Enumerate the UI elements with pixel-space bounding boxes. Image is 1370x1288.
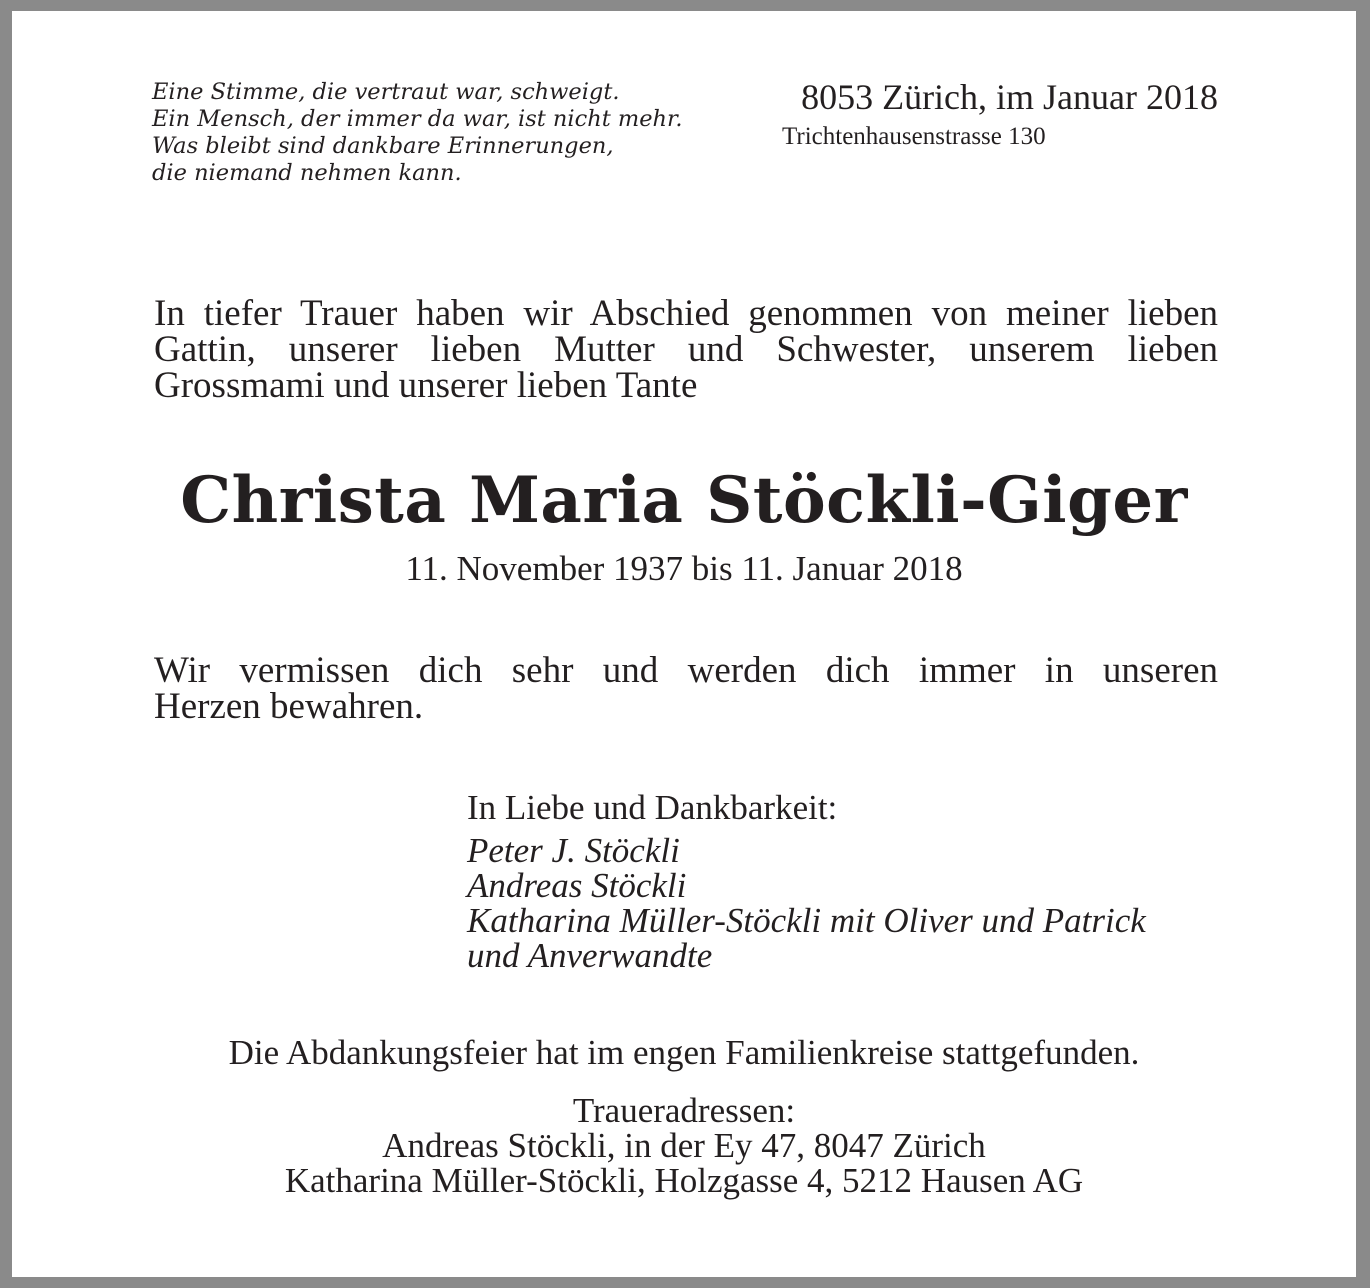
signer-name: Andreas Stöckli [467,866,687,905]
place-date: 8053 Zürich, im Januar 2018 [801,77,1218,117]
life-dates: 11. November 1937 bis 11. Januar 2018 [405,549,963,588]
remembrance-text [154,650,1218,727]
ceremony-note: Die Abdankungsfeier hat im engen Familienkreise stattgefunden. [228,1033,1140,1072]
address-line: Andreas Stöckli, in der Ey 47, 8047 Zürich [382,1126,986,1165]
signers-list [467,833,1227,973]
poem [152,79,712,187]
intro-line: Gattin, unserer lieben Mutter und Schwester, unserem lieben [154,329,1218,370]
intro-text [154,293,1218,406]
addresses-heading: Traueradressen: [572,1091,796,1130]
address-line: Katharina Müller-Stöckli, Holzgasse 4, 5212 Hausen AG [284,1161,1084,1200]
obituary-page [12,11,1356,1277]
poem-line: die niemand nehmen kann. [152,160,462,186]
deceased-name: Christa Maria Stöckli-Giger [180,463,1188,538]
poem-line: Ein Mensch, der immer da war, ist nicht mehr. [152,106,683,132]
signer-name: Katharina Müller-Stöckli mit Oliver und Patrick [467,901,1146,940]
signer-name: Peter J. Stöckli [467,831,680,870]
street-address: Trichtenhausenstrasse 130 [782,123,1046,150]
signer-name: und Anverwandte [467,936,713,975]
poem-line: Was bleibt sind dankbare Erinnerungen, [152,133,614,159]
signature-heading: In Liebe und Dankbarkeit: [467,788,838,827]
remembrance-line: Herzen bewahren. [154,686,424,727]
poem-line: Eine Stimme, die vertraut war, schweigt. [152,79,620,105]
intro-line: Grossmami und unserer lieben Tante [154,365,698,406]
remembrance-line: Wir vermissen dich sehr und werden dich immer in unseren [154,650,1218,691]
intro-line: In tiefer Trauer haben wir Abschied genommen von meiner lieben [154,293,1218,334]
mourning-addresses [12,1093,1356,1198]
